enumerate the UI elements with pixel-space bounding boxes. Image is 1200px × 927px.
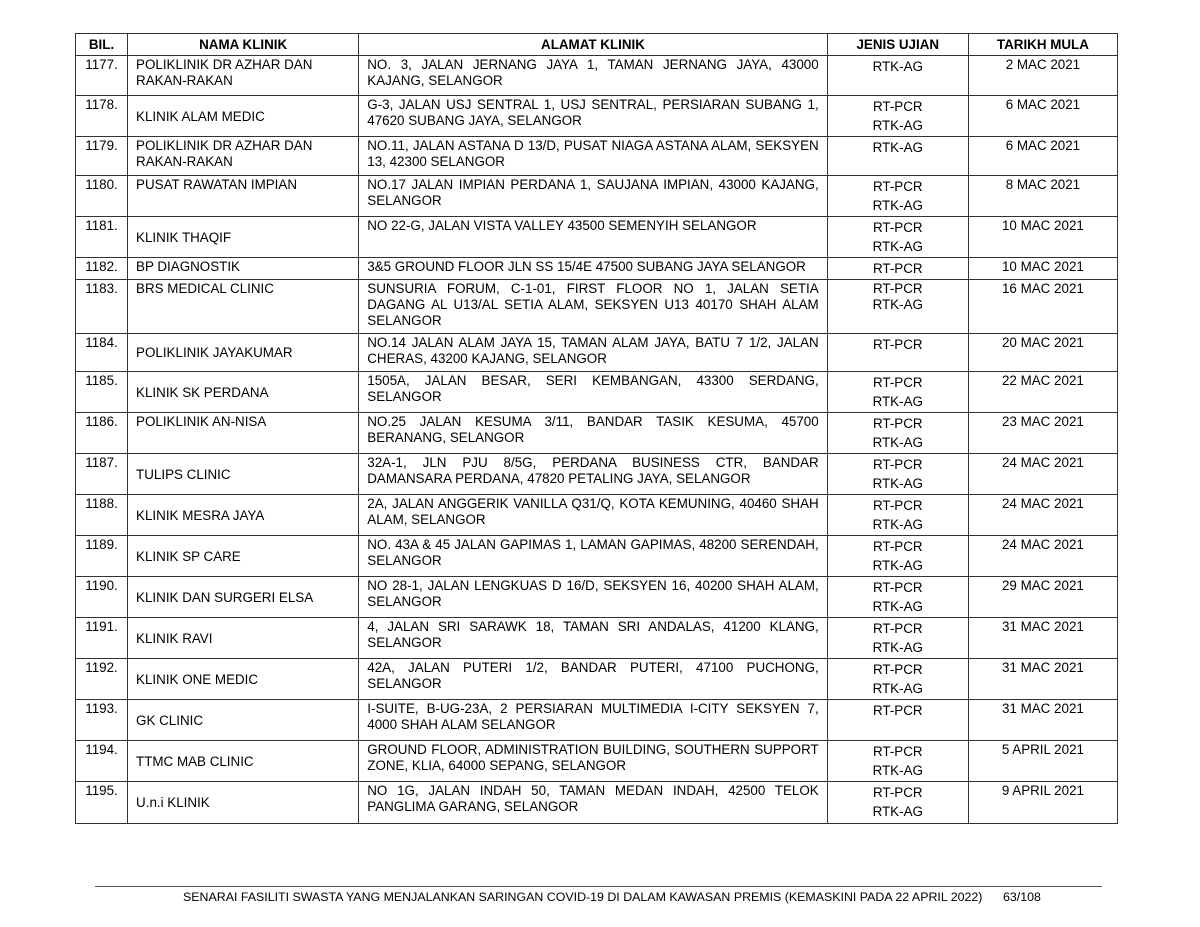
- test-types: [827, 782, 968, 824]
- start-date: 31 MAC 2021: [968, 618, 1117, 659]
- row-number: 1184.: [76, 334, 128, 372]
- test-type: RT-PCR: [872, 337, 923, 352]
- table-header: [76, 34, 1118, 56]
- test-type: RT-PCR: [872, 744, 923, 759]
- start-date: 10 MAC 2021: [968, 217, 1117, 258]
- table-row: [76, 659, 1118, 700]
- clinic-name: U.n.i KLINIK: [128, 782, 359, 824]
- footer-divider: [95, 886, 1102, 887]
- clinic-address: NO.25 JALAN KESUMA 3/11, BANDAR TASIK KESUMA, 45700 BERANANG, SELANGOR: [359, 413, 827, 454]
- start-date: 29 MAC 2021: [968, 577, 1117, 618]
- test-types: [827, 741, 968, 782]
- table-row: [76, 741, 1118, 782]
- header-nama: NAMA KLINIK: [128, 34, 359, 56]
- test-type: RT-PCR: [872, 99, 923, 114]
- table-body: [76, 56, 1118, 824]
- table-row: [76, 413, 1118, 454]
- table-row: [76, 217, 1118, 258]
- test-type: RTK-AG: [872, 140, 923, 155]
- start-date: 24 MAC 2021: [968, 495, 1117, 536]
- start-date: 23 MAC 2021: [968, 413, 1117, 454]
- test-type: RT-PCR: [872, 220, 923, 235]
- header-tarikh: TARIKH MULA: [968, 34, 1117, 56]
- row-number: 1185.: [76, 372, 128, 413]
- table-row: [76, 137, 1118, 176]
- row-number: 1182.: [76, 258, 128, 280]
- test-type: RTK-AG: [872, 394, 923, 409]
- clinic-name: POLIKLINIK AN-NISA: [128, 413, 359, 454]
- clinic-address: GROUND FLOOR, ADMINISTRATION BUILDING, SOUTHERN SUPPORT ZONE, KLIA, 64000 SEPANG, SELANGOR: [359, 741, 827, 782]
- test-type: RTK-AG: [872, 476, 923, 491]
- row-number: 1183.: [76, 280, 128, 334]
- clinic-address: NO. 43A & 45 JALAN GAPIMAS 1, LAMAN GAPIMAS, 48200 SERENDAH, SELANGOR: [359, 536, 827, 577]
- row-number: 1189.: [76, 536, 128, 577]
- test-type: RTK-AG: [872, 198, 923, 213]
- table-row: [76, 618, 1118, 659]
- table-row: [76, 96, 1118, 137]
- test-type: RT-PCR: [872, 498, 923, 513]
- start-date: 6 MAC 2021: [968, 96, 1117, 137]
- test-type: RTK-AG: [872, 763, 923, 778]
- test-type: RT-PCR: [872, 621, 923, 636]
- clinic-name: KLINIK THAQIF: [128, 217, 359, 258]
- test-types: [827, 217, 968, 258]
- table-row: [76, 258, 1118, 280]
- table-row: [76, 454, 1118, 495]
- test-types: [827, 96, 968, 137]
- clinic-name: KLINIK RAVI: [128, 618, 359, 659]
- clinic-name: BP DIAGNOSTIK: [128, 258, 359, 280]
- test-type: RTK-AG: [872, 239, 923, 254]
- test-types: [827, 176, 968, 217]
- test-types: [827, 454, 968, 495]
- test-types: [827, 258, 968, 280]
- test-types: [827, 618, 968, 659]
- row-number: 1177.: [76, 56, 128, 96]
- start-date: 5 APRIL 2021: [968, 741, 1117, 782]
- row-number: 1186.: [76, 413, 128, 454]
- header-bil: BIL.: [76, 34, 128, 56]
- row-number: 1193.: [76, 700, 128, 741]
- start-date: 31 MAC 2021: [968, 700, 1117, 741]
- clinic-name: PUSAT RAWATAN IMPIAN: [128, 176, 359, 217]
- table-row: [76, 372, 1118, 413]
- test-types: [827, 372, 968, 413]
- test-type: RT-PCR: [872, 179, 923, 194]
- start-date: 24 MAC 2021: [968, 536, 1117, 577]
- test-types: [827, 495, 968, 536]
- table-row: [76, 176, 1118, 217]
- test-type: RT-PCR: [872, 785, 923, 800]
- row-number: 1190.: [76, 577, 128, 618]
- start-date: 10 MAC 2021: [968, 258, 1117, 280]
- test-types: [827, 56, 968, 96]
- table-row: [76, 56, 1118, 96]
- clinic-address: 4, JALAN SRI SARAWK 18, TAMAN SRI ANDALAS, 41200 KLANG, SELANGOR: [359, 618, 827, 659]
- header-row: [76, 34, 1118, 56]
- clinic-name: TULIPS CLINIC: [128, 454, 359, 495]
- clinic-address: 2A, JALAN ANGGERIK VANILLA Q31/Q, KOTA KEMUNING, 40460 SHAH ALAM, SELANGOR: [359, 495, 827, 536]
- page-number: 63/108: [1003, 890, 1041, 904]
- row-number: 1179.: [76, 137, 128, 176]
- start-date: 24 MAC 2021: [968, 454, 1117, 495]
- clinic-name: KLINIK SK PERDANA: [128, 372, 359, 413]
- test-type: RT-PCR: [872, 416, 923, 431]
- clinic-address: I-SUITE, B-UG-23A, 2 PERSIARAN MULTIMEDIA I-CITY SEKSYEN 7, 4000 SHAH ALAM SELANGOR: [359, 700, 827, 741]
- test-types: [827, 334, 968, 372]
- start-date: 31 MAC 2021: [968, 659, 1117, 700]
- start-date: 22 MAC 2021: [968, 372, 1117, 413]
- start-date: 2 MAC 2021: [968, 56, 1117, 96]
- clinic-name: GK CLINIC: [128, 700, 359, 741]
- table-row: [76, 536, 1118, 577]
- clinic-name: KLINIK SP CARE: [128, 536, 359, 577]
- start-date: 6 MAC 2021: [968, 137, 1117, 176]
- row-number: 1191.: [76, 618, 128, 659]
- clinic-address: 3&5 GROUND FLOOR JLN SS 15/4E 47500 SUBANG JAYA SELANGOR: [359, 258, 827, 280]
- clinic-name: POLIKLINIK DR AZHAR DAN RAKAN-RAKAN: [128, 56, 359, 96]
- clinic-table: [75, 33, 1118, 824]
- row-number: 1187.: [76, 454, 128, 495]
- row-number: 1195.: [76, 782, 128, 824]
- test-type: RTK-AG: [872, 558, 923, 573]
- clinic-address: NO. 3, JALAN JERNANG JAYA 1, TAMAN JERNANG JAYA, 43000 KAJANG, SELANGOR: [359, 56, 827, 96]
- clinic-address: NO 22-G, JALAN VISTA VALLEY 43500 SEMENYIH SELANGOR: [359, 217, 827, 258]
- test-types: [827, 137, 968, 176]
- test-type: RTK-AG: [872, 59, 923, 74]
- table-row: [76, 495, 1118, 536]
- clinic-address: NO 1G, JALAN INDAH 50, TAMAN MEDAN INDAH, 42500 TELOK PANGLIMA GARANG, SELANGOR: [359, 782, 827, 824]
- clinic-address: 32A-1, JLN PJU 8/5G, PERDANA BUSINESS CTR, BANDAR DAMANSARA PERDANA, 47820 PETALING JAYA, SELANGOR: [359, 454, 827, 495]
- test-type: RT-PCR: [872, 539, 923, 554]
- test-type: RTK-AG: [872, 118, 923, 133]
- row-number: 1188.: [76, 495, 128, 536]
- table-row: [76, 334, 1118, 372]
- start-date: 9 APRIL 2021: [968, 782, 1117, 824]
- start-date: 20 MAC 2021: [968, 334, 1117, 372]
- test-type: RT-PCR: [872, 703, 923, 718]
- test-type: RTK-AG: [872, 640, 923, 655]
- test-type: RTK-AG: [872, 297, 923, 312]
- header-alamat: ALAMAT KLINIK: [359, 34, 827, 56]
- clinic-name: POLIKLINIK JAYAKUMAR: [128, 334, 359, 372]
- clinic-name: POLIKLINIK DR AZHAR DAN RAKAN-RAKAN: [128, 137, 359, 176]
- row-number: 1194.: [76, 741, 128, 782]
- test-types: [827, 659, 968, 700]
- clinic-address: G-3, JALAN USJ SENTRAL 1, USJ SENTRAL, PERSIARAN SUBANG 1, 47620 SUBANG JAYA, SELANGOR: [359, 96, 827, 137]
- clinic-address: NO 28-1, JALAN LENGKUAS D 16/D, SEKSYEN 16, 40200 SHAH ALAM, SELANGOR: [359, 577, 827, 618]
- clinic-name: BRS MEDICAL CLINIC: [128, 280, 359, 334]
- test-type: RTK-AG: [872, 681, 923, 696]
- header-jenis: JENIS UJIAN: [827, 34, 968, 56]
- clinic-name: KLINIK ALAM MEDIC: [128, 96, 359, 137]
- table-row: [76, 577, 1118, 618]
- test-type: RTK-AG: [872, 517, 923, 532]
- test-types: [827, 280, 968, 334]
- test-types: [827, 700, 968, 741]
- test-type: RT-PCR: [872, 580, 923, 595]
- clinic-name: KLINIK MESRA JAYA: [128, 495, 359, 536]
- test-type: RT-PCR: [872, 281, 923, 296]
- test-type: RTK-AG: [872, 435, 923, 450]
- table-row: [76, 280, 1118, 334]
- clinic-address: 1505A, JALAN BESAR, SERI KEMBANGAN, 43300 SERDANG, SELANGOR: [359, 372, 827, 413]
- table-row: [76, 782, 1118, 824]
- test-type: RT-PCR: [872, 261, 923, 276]
- test-type: RTK-AG: [872, 599, 923, 614]
- clinic-address: SUNSURIA FORUM, C-1-01, FIRST FLOOR NO 1, JALAN SETIA DAGANG AL U13/AL SETIA ALAM, SEKSYEN U13 40170 SHAH ALAM SELANGOR: [359, 280, 827, 334]
- clinic-name: TTMC MAB CLINIC: [128, 741, 359, 782]
- test-type: RT-PCR: [872, 662, 923, 677]
- start-date: 16 MAC 2021: [968, 280, 1117, 334]
- clinic-address: NO.11, JALAN ASTANA D 13/D, PUSAT NIAGA ASTANA ALAM, SEKSYEN 13, 42300 SELANGOR: [359, 137, 827, 176]
- clinic-name: KLINIK DAN SURGERI ELSA: [128, 577, 359, 618]
- test-types: [827, 577, 968, 618]
- test-type: RT-PCR: [872, 375, 923, 390]
- row-number: 1181.: [76, 217, 128, 258]
- clinic-name: KLINIK ONE MEDIC: [128, 659, 359, 700]
- start-date: 8 MAC 2021: [968, 176, 1117, 217]
- clinic-address: NO.14 JALAN ALAM JAYA 15, TAMAN ALAM JAYA, BATU 7 1/2, JALAN CHERAS, 43200 KAJANG, SELANGOR: [359, 334, 827, 372]
- row-number: 1178.: [76, 96, 128, 137]
- footer-text: SENARAI FASILITI SWASTA YANG MENJALANKAN SARINGAN COVID-19 DI DALAM KAWASAN PREMIS (KEMASKINI PADA 22 APRIL 2022): [183, 890, 983, 904]
- clinic-address: 42A, JALAN PUTERI 1/2, BANDAR PUTERI, 47100 PUCHONG, SELANGOR: [359, 659, 827, 700]
- row-number: 1192.: [76, 659, 128, 700]
- test-types: [827, 536, 968, 577]
- table-row: [76, 700, 1118, 741]
- clinic-address: NO.17 JALAN IMPIAN PERDANA 1, SAUJANA IMPIAN, 43000 KAJANG, SELANGOR: [359, 176, 827, 217]
- test-type: RTK-AG: [872, 804, 923, 819]
- test-types: [827, 413, 968, 454]
- row-number: 1180.: [76, 176, 128, 217]
- test-type: RT-PCR: [872, 457, 923, 472]
